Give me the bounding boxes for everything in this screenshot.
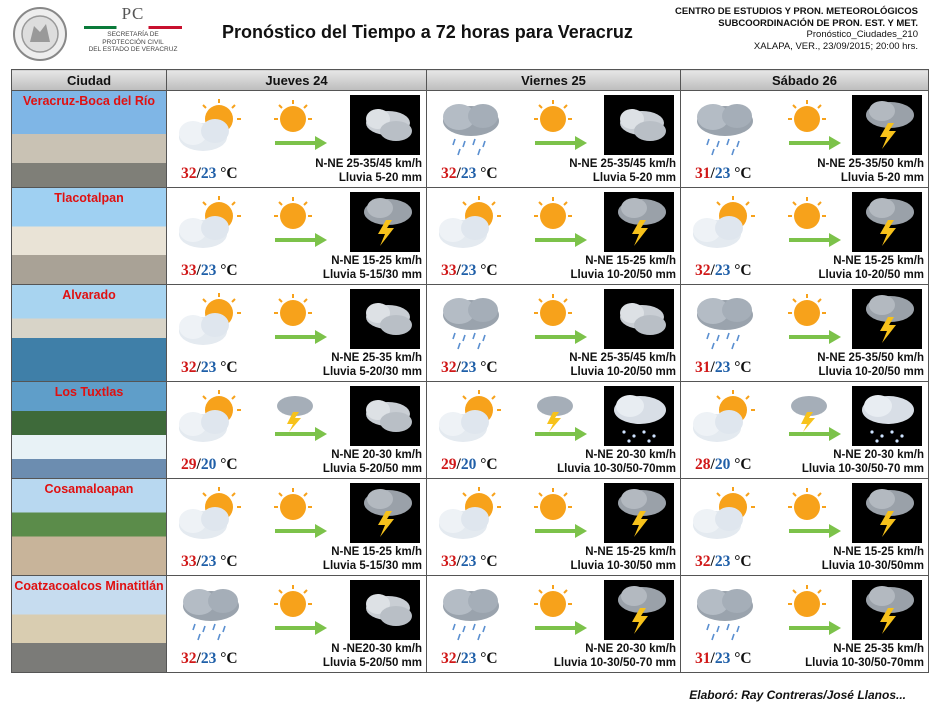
- sun-arrow-icon: [531, 487, 591, 543]
- temp-unit: °C: [220, 165, 238, 182]
- night-storm-icon: [350, 483, 420, 543]
- wind-rain: [554, 643, 676, 670]
- rain-text: Lluvia 5-20 mm: [592, 171, 676, 184]
- forecast-cell: [681, 285, 929, 382]
- info-line-2: SUBCOORDINACIÓN DE PRON. EST. Y MET.: [718, 17, 918, 29]
- night-storm-icon: [604, 192, 674, 252]
- night-cloudy-icon: [604, 289, 674, 349]
- sun-cloud-icon: [173, 194, 251, 256]
- city-name: Cosamaloapan: [44, 482, 134, 496]
- forecast-cell: [427, 576, 681, 673]
- city-cell: [12, 576, 167, 673]
- night-rain-icon: [852, 386, 922, 446]
- rain-text: Lluvia 10-20/50 mm: [570, 365, 676, 378]
- temp-min: 23: [714, 262, 731, 279]
- pc-logo-line-3: DEL ESTADO DE VERACRUZ: [88, 46, 178, 53]
- wind-text: N-NE 15-25 km/h: [833, 546, 924, 558]
- sun-arrow-icon: [531, 99, 591, 155]
- wind-rain: [569, 352, 676, 379]
- temp-min: 23: [200, 553, 217, 570]
- storm-arrow-icon: [531, 390, 591, 446]
- temp-max: 32: [181, 650, 197, 667]
- table-row: [12, 91, 929, 188]
- temp-min: 23: [200, 165, 217, 182]
- sun-cloud-icon: [433, 485, 511, 547]
- temperature: 29/20 °C: [181, 456, 238, 473]
- header-city: Ciudad: [12, 70, 167, 91]
- sun-arrow-icon: [271, 196, 331, 252]
- night-storm-icon: [852, 192, 922, 252]
- temp-max: 32: [695, 553, 711, 570]
- night-cloudy-icon: [350, 95, 420, 155]
- temp-unit: °C: [734, 553, 752, 570]
- forecast-cell: [427, 188, 681, 285]
- rain-text: Lluvia 10-30/50-70 mm: [553, 656, 676, 669]
- city-name: Los Tuxtlas: [54, 385, 124, 399]
- night-cloudy-icon: [350, 386, 420, 446]
- temp-max: 32: [441, 650, 457, 667]
- sun-arrow-icon: [271, 99, 331, 155]
- pc-logo: [78, 4, 188, 66]
- forecast-cell: [681, 91, 929, 188]
- city-name: Tlacotalpan: [54, 191, 124, 205]
- temperature: 32/23 °C: [695, 553, 752, 570]
- page-title: Pronóstico del Tiempo a 72 horas para Veracruz: [222, 22, 633, 42]
- wind-rain: [323, 449, 422, 476]
- temp-unit: °C: [480, 650, 498, 667]
- city-cell: [12, 91, 167, 188]
- wind-rain: [822, 546, 924, 573]
- wind-text: N-NE 25-35 km/h: [833, 643, 924, 655]
- wind-text: N-NE 15-25 km/h: [331, 546, 422, 558]
- temp-max: 32: [441, 359, 457, 376]
- storm-arrow-icon: [785, 390, 845, 446]
- header-day-1: Jueves 24: [167, 70, 427, 91]
- wind-rain: [323, 352, 422, 379]
- temp-unit: °C: [734, 165, 752, 182]
- temp-min: 23: [714, 553, 731, 570]
- wind-text: N-NE 15-25 km/h: [585, 255, 676, 267]
- temperature: 33/23 °C: [441, 262, 498, 279]
- temperature: 32/23 °C: [695, 262, 752, 279]
- temperature: 32/23 °C: [441, 650, 498, 667]
- rain-text: Lluvia 10-30/50-70mm: [805, 656, 924, 669]
- forecast-cell: [167, 188, 427, 285]
- wind-text: N-NE 25-35/45 km/h: [315, 158, 422, 170]
- wind-text: N-NE 15-25 km/h: [585, 546, 676, 558]
- temp-max: 31: [695, 650, 711, 667]
- forecast-cell: [427, 285, 681, 382]
- temp-unit: °C: [220, 650, 238, 667]
- temp-max: 32: [181, 359, 197, 376]
- temp-unit: °C: [220, 262, 238, 279]
- rain-text: Lluvia 5-15/30 mm: [322, 559, 422, 572]
- temp-unit: °C: [480, 456, 498, 473]
- temp-min: 23: [714, 650, 731, 667]
- sun-cloud-icon: [687, 388, 765, 450]
- temp-min: 23: [200, 650, 217, 667]
- wind-rain: [571, 546, 676, 573]
- city-cell: [12, 285, 167, 382]
- temp-max: 33: [441, 553, 457, 570]
- city-cell: [12, 188, 167, 285]
- temp-min: 23: [460, 553, 477, 570]
- night-cloudy-icon: [350, 289, 420, 349]
- sun-cloud-icon: [173, 291, 251, 353]
- wind-rain: [817, 352, 924, 379]
- sun-arrow-icon: [785, 99, 845, 155]
- rain-cloud-icon: [433, 291, 511, 353]
- wind-rain: [323, 643, 422, 670]
- sun-cloud-icon: [173, 97, 251, 159]
- table-row: [12, 576, 929, 673]
- wind-text: N-NE 15-25 km/h: [833, 255, 924, 267]
- sun-cloud-icon: [433, 388, 511, 450]
- sun-arrow-icon: [531, 584, 591, 640]
- temp-min: 23: [460, 165, 477, 182]
- temperature: 31/23 °C: [695, 650, 752, 667]
- sun-arrow-icon: [271, 584, 331, 640]
- temperature: 33/23 °C: [181, 262, 238, 279]
- temp-min: 23: [460, 359, 477, 376]
- temp-unit: °C: [734, 456, 752, 473]
- forecast-cell: [681, 576, 929, 673]
- info-line-1: CENTRO DE ESTUDIOS Y PRON. METEOROLÓGICOS: [675, 6, 918, 17]
- temp-unit: °C: [220, 456, 238, 473]
- temperature: 32/23 °C: [181, 165, 238, 182]
- wind-text: N-NE 25-35/45 km/h: [569, 158, 676, 170]
- temp-max: 28: [695, 456, 711, 473]
- temp-min: 23: [200, 262, 217, 279]
- temp-min: 23: [714, 165, 731, 182]
- rain-cloud-icon: [173, 582, 251, 644]
- wind-rain: [817, 158, 924, 185]
- night-storm-icon: [852, 289, 922, 349]
- wind-text: N -NE20-30 km/h: [331, 643, 422, 655]
- rain-text: Lluvia 10-20/50 mm: [818, 365, 924, 378]
- sun-cloud-icon: [687, 485, 765, 547]
- pc-logo-line-2: PROTECCIÓN CIVIL: [102, 38, 164, 46]
- temp-max: 33: [441, 262, 457, 279]
- wind-rain: [315, 158, 422, 185]
- sun-arrow-icon: [531, 196, 591, 252]
- temp-min: 20: [200, 456, 217, 473]
- night-storm-icon: [604, 483, 674, 543]
- temp-unit: °C: [734, 262, 752, 279]
- forecast-cell: [681, 382, 929, 479]
- header: [0, 0, 938, 68]
- temp-min: 20: [460, 456, 477, 473]
- temp-min: 23: [460, 650, 477, 667]
- temp-unit: °C: [220, 553, 238, 570]
- temperature: 33/23 °C: [181, 553, 238, 570]
- wind-text: N-NE 20-30 km/h: [585, 643, 676, 655]
- temp-unit: °C: [480, 165, 498, 182]
- night-storm-icon: [852, 95, 922, 155]
- sun-arrow-icon: [271, 293, 331, 349]
- temp-min: 23: [714, 359, 731, 376]
- forecast-cell: [167, 479, 427, 576]
- rain-text: Lluvia 10-30/50mm: [821, 559, 924, 572]
- forecast-cell: [427, 479, 681, 576]
- info-line-3: Pronóstico_Ciudades_210: [806, 29, 918, 40]
- wind-text: N-NE 25-35/45 km/h: [569, 352, 676, 364]
- forecast-cell: [427, 91, 681, 188]
- forecast-cell: [167, 285, 427, 382]
- wind-rain: [571, 255, 676, 282]
- issuer-info: [675, 6, 918, 52]
- wind-text: N-NE 15-25 km/h: [331, 255, 422, 267]
- info-line-4: XALAPA, VER., 23/09/2015; 20:00 hrs.: [753, 40, 918, 52]
- sun-arrow-icon: [785, 293, 845, 349]
- rain-text: Lluvia 10-20/50 mm: [570, 268, 676, 281]
- sun-arrow-icon: [785, 196, 845, 252]
- rain-text: Lluvia 10-20/50 mm: [818, 268, 924, 281]
- wind-rain: [569, 158, 676, 185]
- rain-text: Lluvia 10-30/50-70mm: [557, 462, 676, 475]
- wind-rain: [819, 255, 924, 282]
- rain-cloud-icon: [433, 582, 511, 644]
- night-storm-icon: [852, 580, 922, 640]
- wind-text: N-NE 20-30 km/h: [833, 449, 924, 461]
- temp-min: 23: [460, 262, 477, 279]
- forecast-cell: [681, 479, 929, 576]
- temperature: 32/23 °C: [181, 650, 238, 667]
- forecast-cell: [681, 188, 929, 285]
- table-row: [12, 285, 929, 382]
- temp-unit: °C: [734, 650, 752, 667]
- temp-unit: °C: [480, 553, 498, 570]
- temp-unit: °C: [480, 262, 498, 279]
- wind-rain: [323, 546, 422, 573]
- night-rain-icon: [604, 386, 674, 446]
- rain-text: Lluvia 5-20 mm: [338, 171, 422, 184]
- wind-text: N-NE 25-35 km/h: [331, 352, 422, 364]
- night-storm-icon: [852, 483, 922, 543]
- rain-text: Lluvia 10-30/50 mm: [570, 559, 676, 572]
- wind-rain: [805, 643, 924, 670]
- city-name: Veracruz-Boca del Río: [23, 94, 155, 108]
- wind-rain: [802, 449, 924, 476]
- rain-cloud-icon: [687, 582, 765, 644]
- forecast-cell: [427, 382, 681, 479]
- wind-rain: [557, 449, 676, 476]
- temp-unit: °C: [220, 359, 238, 376]
- rain-text: Lluvia 10-30/50-70 mm: [801, 462, 924, 475]
- temp-max: 31: [695, 165, 711, 182]
- temp-max: 33: [181, 553, 197, 570]
- night-cloudy-icon: [350, 580, 420, 640]
- temp-max: 33: [181, 262, 197, 279]
- wind-text: N-NE 20-30 km/h: [331, 449, 422, 461]
- forecast-cell: [167, 382, 427, 479]
- state-seal-icon: [12, 6, 68, 62]
- temp-min: 20: [714, 456, 731, 473]
- rain-cloud-icon: [433, 97, 511, 159]
- temp-max: 31: [695, 359, 711, 376]
- temp-max: 32: [695, 262, 711, 279]
- city-name: Alvarado: [62, 288, 116, 302]
- rain-cloud-icon: [687, 97, 765, 159]
- temp-max: 29: [441, 456, 457, 473]
- rain-text: Lluvia 5-20/50 mm: [322, 656, 422, 669]
- rain-cloud-icon: [687, 291, 765, 353]
- city-cell: [12, 382, 167, 479]
- temperature: 28/20 °C: [695, 456, 752, 473]
- sun-arrow-icon: [785, 487, 845, 543]
- sun-cloud-icon: [173, 485, 251, 547]
- temp-min: 23: [200, 359, 217, 376]
- author-credit: Elaboró: Ray Contreras/José Llanos...: [689, 688, 906, 702]
- temperature: 32/23 °C: [441, 359, 498, 376]
- city-name: Coatzacoalcos Minatitlán: [14, 579, 164, 593]
- temperature: 33/23 °C: [441, 553, 498, 570]
- rain-text: Lluvia 5-20/50 mm: [322, 462, 422, 475]
- header-day-3: Sábado 26: [681, 70, 929, 91]
- storm-arrow-icon: [271, 390, 331, 446]
- sun-arrow-icon: [785, 584, 845, 640]
- rain-text: Lluvia 5-20 mm: [840, 171, 924, 184]
- forecast-cell: [167, 91, 427, 188]
- table-header-row: [12, 70, 929, 91]
- table-row: [12, 382, 929, 479]
- wind-text: N-NE 25-35/50 km/h: [817, 158, 924, 170]
- wind-rain: [323, 255, 422, 282]
- pc-logo-line-1: SECRETARÍA DE: [107, 31, 159, 38]
- wind-text: N-NE 20-30 km/h: [585, 449, 676, 461]
- temperature: 31/23 °C: [695, 165, 752, 182]
- temperature: 32/23 °C: [181, 359, 238, 376]
- sun-arrow-icon: [271, 487, 331, 543]
- forecast-cell: [167, 576, 427, 673]
- sun-cloud-icon: [173, 388, 251, 450]
- night-storm-icon: [604, 580, 674, 640]
- sun-cloud-icon: [433, 194, 511, 256]
- night-cloudy-icon: [604, 95, 674, 155]
- sun-cloud-icon: [687, 194, 765, 256]
- table-row: [12, 188, 929, 285]
- night-storm-icon: [350, 192, 420, 252]
- pc-logo-text: PC: [121, 4, 145, 23]
- temp-max: 29: [181, 456, 197, 473]
- temp-unit: °C: [734, 359, 752, 376]
- wind-text: N-NE 25-35/50 km/h: [817, 352, 924, 364]
- header-day-2: Viernes 25: [427, 70, 681, 91]
- city-cell: [12, 479, 167, 576]
- table-row: [12, 479, 929, 576]
- temp-unit: °C: [480, 359, 498, 376]
- temp-max: 32: [441, 165, 457, 182]
- temp-max: 32: [181, 165, 197, 182]
- rain-text: Lluvia 5-20/30 mm: [322, 365, 422, 378]
- sun-arrow-icon: [531, 293, 591, 349]
- temperature: 31/23 °C: [695, 359, 752, 376]
- rain-text: Lluvia 5-15/30 mm: [322, 268, 422, 281]
- forecast-table: [11, 69, 929, 673]
- temperature: 32/23 °C: [441, 165, 498, 182]
- temperature: 29/20 °C: [441, 456, 498, 473]
